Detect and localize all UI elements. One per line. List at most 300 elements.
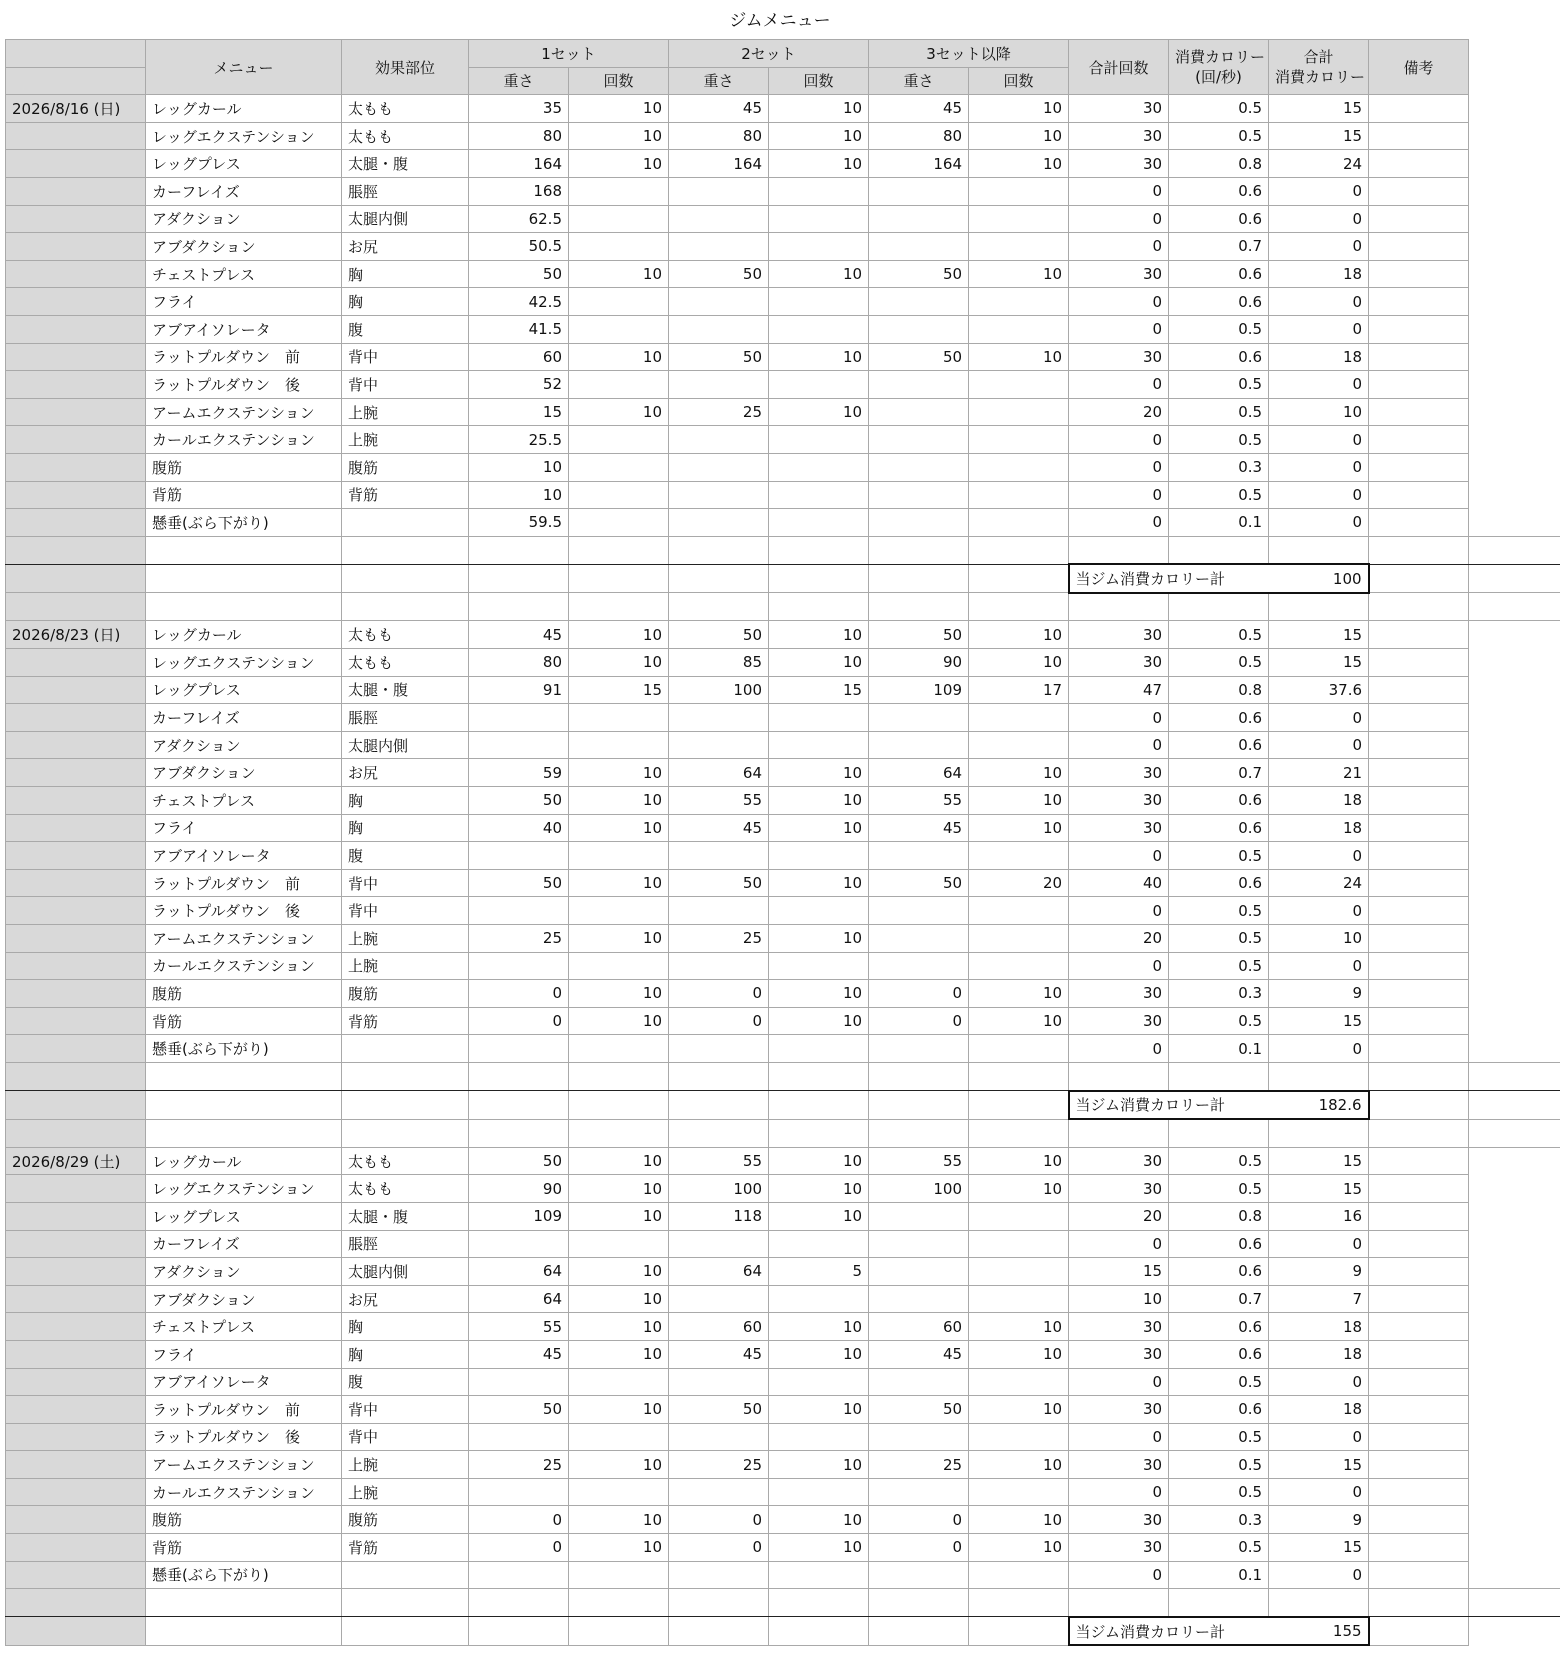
set2-reps-cell[interactable]: 15 [769, 676, 869, 704]
set2-weight-cell[interactable] [669, 288, 769, 316]
empty-cell[interactable] [569, 1091, 669, 1120]
set1-reps-cell[interactable]: 10 [569, 1007, 669, 1035]
set2-reps-cell[interactable] [769, 1230, 869, 1258]
part-cell[interactable]: 太もも [342, 1147, 469, 1175]
menu-cell[interactable]: アームエクステンション [146, 925, 342, 953]
set2-weight-cell[interactable] [669, 1035, 769, 1063]
set2-reps-cell[interactable]: 10 [769, 1175, 869, 1203]
notes-cell[interactable] [1369, 481, 1469, 509]
set3-weight-cell[interactable]: 0 [869, 1506, 969, 1534]
empty-cell[interactable] [769, 1617, 869, 1646]
set1-weight-cell[interactable]: 45 [469, 1340, 569, 1368]
total-calorie-cell[interactable]: 15 [1269, 95, 1369, 123]
calorie-rate-cell[interactable]: 0.5 [1169, 842, 1269, 870]
set2-weight-cell[interactable]: 118 [669, 1202, 769, 1230]
menu-cell[interactable]: カーフレイズ [146, 177, 342, 205]
set1-reps-cell[interactable]: 10 [569, 1534, 669, 1562]
part-cell[interactable]: 腹筋 [342, 1506, 469, 1534]
set2-weight-cell[interactable] [669, 177, 769, 205]
set3-weight-cell[interactable]: 50 [869, 343, 969, 371]
part-cell[interactable]: 上腕 [342, 1451, 469, 1479]
part-cell[interactable]: お尻 [342, 1285, 469, 1313]
menu-cell[interactable]: 懸垂(ぶら下がり) [146, 1035, 342, 1063]
notes-cell[interactable] [1369, 1506, 1469, 1534]
menu-cell[interactable]: フライ [146, 814, 342, 842]
set3-reps-cell[interactable] [969, 205, 1069, 233]
part-cell[interactable]: 背筋 [342, 481, 469, 509]
menu-cell[interactable]: 背筋 [146, 481, 342, 509]
set3-weight-cell[interactable] [869, 1561, 969, 1589]
calorie-rate-cell[interactable]: 0.6 [1169, 1396, 1269, 1424]
set3-weight-cell[interactable] [869, 205, 969, 233]
set1-weight-cell[interactable] [469, 1230, 569, 1258]
set3-weight-cell[interactable]: 50 [869, 869, 969, 897]
set3-weight-cell[interactable] [869, 952, 969, 980]
set1-weight-cell[interactable]: 50.5 [469, 233, 569, 261]
total-calorie-cell[interactable]: 18 [1269, 787, 1369, 815]
menu-cell[interactable]: カーフレイズ [146, 1230, 342, 1258]
menu-cell[interactable]: ラットプルダウン 後 [146, 371, 342, 399]
calorie-rate-cell[interactable]: 0.5 [1169, 398, 1269, 426]
session-total-value[interactable]: 155 [1269, 1617, 1369, 1646]
total-calorie-cell[interactable]: 15 [1269, 1007, 1369, 1035]
set1-weight-cell[interactable]: 164 [469, 150, 569, 178]
set3-weight-cell[interactable] [869, 288, 969, 316]
menu-cell[interactable]: カールエクステンション [146, 426, 342, 454]
calorie-rate-cell[interactable]: 0.1 [1169, 1035, 1269, 1063]
empty-cell[interactable] [342, 536, 469, 564]
part-cell[interactable]: 胸 [342, 260, 469, 288]
calorie-rate-cell[interactable]: 0.8 [1169, 1202, 1269, 1230]
set3-weight-cell[interactable] [869, 731, 969, 759]
notes-cell[interactable] [1369, 1478, 1469, 1506]
calorie-rate-cell[interactable]: 0.5 [1169, 649, 1269, 677]
set2-weight-cell[interactable] [669, 704, 769, 732]
set2-weight-cell[interactable] [669, 205, 769, 233]
set1-weight-cell[interactable]: 50 [469, 869, 569, 897]
calorie-rate-cell[interactable]: 0.7 [1169, 759, 1269, 787]
set2-reps-cell[interactable]: 10 [769, 1007, 869, 1035]
empty-cell[interactable] [146, 1617, 342, 1646]
set1-weight-cell[interactable] [469, 842, 569, 870]
empty-cell[interactable] [969, 593, 1069, 621]
set3-weight-cell[interactable]: 80 [869, 122, 969, 150]
empty-cell[interactable] [569, 1062, 669, 1090]
part-cell[interactable]: 太腿・腹 [342, 676, 469, 704]
set2-reps-cell[interactable] [769, 897, 869, 925]
empty-cell[interactable] [146, 564, 342, 593]
set1-weight-cell[interactable]: 0 [469, 980, 569, 1008]
total-calorie-cell[interactable]: 10 [1269, 925, 1369, 953]
set2-weight-cell[interactable]: 100 [669, 676, 769, 704]
total-reps-cell[interactable]: 0 [1069, 315, 1169, 343]
set3-weight-cell[interactable] [869, 897, 969, 925]
set3-weight-cell[interactable] [869, 1035, 969, 1063]
menu-cell[interactable]: レッグカール [146, 621, 342, 649]
notes-cell[interactable] [1369, 1313, 1469, 1341]
set2-weight-cell[interactable]: 0 [669, 1506, 769, 1534]
set1-weight-cell[interactable]: 50 [469, 787, 569, 815]
total-calorie-cell[interactable]: 0 [1269, 952, 1369, 980]
part-cell[interactable]: 上腕 [342, 952, 469, 980]
set2-weight-cell[interactable] [669, 842, 769, 870]
set1-weight-cell[interactable]: 15 [469, 398, 569, 426]
set1-weight-cell[interactable]: 50 [469, 1396, 569, 1424]
set1-weight-cell[interactable] [469, 952, 569, 980]
menu-cell[interactable]: レッグエクステンション [146, 122, 342, 150]
set1-reps-cell[interactable]: 10 [569, 1451, 669, 1479]
total-reps-cell[interactable]: 0 [1069, 704, 1169, 732]
set2-reps-cell[interactable] [769, 177, 869, 205]
set1-reps-cell[interactable] [569, 1035, 669, 1063]
calorie-rate-cell[interactable]: 0.5 [1169, 1007, 1269, 1035]
set1-reps-cell[interactable] [569, 481, 669, 509]
empty-cell[interactable] [469, 536, 569, 564]
set3-weight-cell[interactable] [869, 1285, 969, 1313]
notes-cell[interactable] [1369, 1175, 1469, 1203]
set1-weight-cell[interactable] [469, 1423, 569, 1451]
part-cell[interactable]: 背中 [342, 371, 469, 399]
empty-cell[interactable] [869, 1589, 969, 1617]
calorie-rate-cell[interactable]: 0.1 [1169, 509, 1269, 537]
set3-reps-cell[interactable] [969, 509, 1069, 537]
set3-weight-cell[interactable]: 45 [869, 1340, 969, 1368]
empty-cell[interactable] [1469, 593, 1560, 621]
set1-weight-cell[interactable]: 91 [469, 676, 569, 704]
notes-cell[interactable] [1369, 1561, 1469, 1589]
set2-reps-cell[interactable] [769, 731, 869, 759]
total-calorie-cell[interactable]: 16 [1269, 1202, 1369, 1230]
set2-reps-cell[interactable]: 10 [769, 150, 869, 178]
set1-weight-cell[interactable]: 62.5 [469, 205, 569, 233]
set3-reps-cell[interactable]: 10 [969, 1175, 1069, 1203]
menu-cell[interactable]: フライ [146, 1340, 342, 1368]
part-cell[interactable]: 太腿内側 [342, 731, 469, 759]
set1-weight-cell[interactable] [469, 1478, 569, 1506]
notes-cell[interactable] [1369, 453, 1469, 481]
set3-reps-cell[interactable] [969, 288, 1069, 316]
empty-cell[interactable] [342, 1062, 469, 1090]
set3-weight-cell[interactable] [869, 842, 969, 870]
total-calorie-cell[interactable]: 18 [1269, 1396, 1369, 1424]
total-reps-cell[interactable]: 0 [1069, 842, 1169, 870]
empty-cell[interactable] [1469, 536, 1560, 564]
total-calorie-cell[interactable]: 9 [1269, 1258, 1369, 1286]
total-calorie-cell[interactable]: 0 [1269, 233, 1369, 261]
set2-reps-cell[interactable]: 10 [769, 787, 869, 815]
part-cell[interactable]: 背筋 [342, 1534, 469, 1562]
set2-reps-cell[interactable] [769, 1035, 869, 1063]
part-cell[interactable] [342, 1035, 469, 1063]
set1-weight-cell[interactable]: 59.5 [469, 509, 569, 537]
empty-cell[interactable] [1469, 1589, 1560, 1617]
total-reps-cell[interactable]: 0 [1069, 1423, 1169, 1451]
set2-weight-cell[interactable]: 60 [669, 1313, 769, 1341]
calorie-rate-cell[interactable]: 0.5 [1169, 1478, 1269, 1506]
menu-cell[interactable]: アダクション [146, 731, 342, 759]
empty-cell[interactable] [569, 1617, 669, 1646]
total-reps-cell[interactable]: 30 [1069, 343, 1169, 371]
set1-weight-cell[interactable]: 0 [469, 1007, 569, 1035]
empty-cell[interactable] [469, 593, 569, 621]
empty-cell[interactable] [1269, 1062, 1369, 1090]
calorie-rate-cell[interactable]: 0.6 [1169, 704, 1269, 732]
set2-reps-cell[interactable]: 10 [769, 649, 869, 677]
set3-reps-cell[interactable]: 10 [969, 343, 1069, 371]
total-reps-cell[interactable]: 0 [1069, 481, 1169, 509]
menu-cell[interactable]: 腹筋 [146, 1506, 342, 1534]
set1-reps-cell[interactable] [569, 704, 669, 732]
empty-cell[interactable] [1269, 593, 1369, 621]
empty-cell[interactable] [1169, 1119, 1269, 1147]
set3-weight-cell[interactable] [869, 315, 969, 343]
set3-weight-cell[interactable] [869, 1202, 969, 1230]
set1-reps-cell[interactable] [569, 205, 669, 233]
menu-cell[interactable]: アームエクステンション [146, 398, 342, 426]
empty-cell[interactable] [1169, 536, 1269, 564]
set1-weight-cell[interactable]: 52 [469, 371, 569, 399]
empty-cell[interactable] [1469, 1062, 1560, 1090]
set3-weight-cell[interactable] [869, 1368, 969, 1396]
set3-weight-cell[interactable] [869, 426, 969, 454]
menu-cell[interactable]: レッグエクステンション [146, 1175, 342, 1203]
total-calorie-cell[interactable]: 10 [1269, 398, 1369, 426]
set2-weight-cell[interactable]: 45 [669, 95, 769, 123]
total-calorie-cell[interactable]: 0 [1269, 288, 1369, 316]
notes-cell[interactable] [1369, 1534, 1469, 1562]
empty-cell[interactable] [869, 1062, 969, 1090]
part-cell[interactable]: 上腕 [342, 426, 469, 454]
set3-weight-cell[interactable]: 164 [869, 150, 969, 178]
notes-cell[interactable] [1369, 122, 1469, 150]
calorie-rate-cell[interactable]: 0.5 [1169, 621, 1269, 649]
set2-weight-cell[interactable]: 50 [669, 260, 769, 288]
set1-reps-cell[interactable]: 10 [569, 759, 669, 787]
part-cell[interactable]: 太腿内側 [342, 1258, 469, 1286]
total-calorie-cell[interactable]: 24 [1269, 869, 1369, 897]
set1-reps-cell[interactable]: 10 [569, 869, 669, 897]
set1-weight-cell[interactable]: 80 [469, 122, 569, 150]
set1-weight-cell[interactable]: 55 [469, 1313, 569, 1341]
empty-cell[interactable] [342, 564, 469, 593]
notes-cell[interactable] [1369, 814, 1469, 842]
set2-reps-cell[interactable] [769, 453, 869, 481]
total-reps-cell[interactable]: 0 [1069, 952, 1169, 980]
set2-weight-cell[interactable]: 50 [669, 869, 769, 897]
empty-cell[interactable] [469, 1062, 569, 1090]
set3-reps-cell[interactable]: 10 [969, 1007, 1069, 1035]
set3-reps-cell[interactable]: 20 [969, 869, 1069, 897]
total-calorie-cell[interactable]: 9 [1269, 980, 1369, 1008]
set1-reps-cell[interactable] [569, 371, 669, 399]
notes-cell[interactable] [1369, 787, 1469, 815]
empty-cell[interactable] [1469, 1119, 1560, 1147]
total-reps-cell[interactable]: 40 [1069, 869, 1169, 897]
set3-weight-cell[interactable] [869, 1230, 969, 1258]
empty-cell[interactable] [146, 593, 342, 621]
total-calorie-cell[interactable]: 18 [1269, 260, 1369, 288]
set3-reps-cell[interactable]: 10 [969, 1147, 1069, 1175]
menu-cell[interactable]: カールエクステンション [146, 1478, 342, 1506]
total-calorie-cell[interactable]: 0 [1269, 177, 1369, 205]
set2-weight-cell[interactable] [669, 481, 769, 509]
notes-cell[interactable] [1369, 842, 1469, 870]
set3-weight-cell[interactable]: 55 [869, 1147, 969, 1175]
set1-weight-cell[interactable]: 35 [469, 95, 569, 123]
set1-reps-cell[interactable]: 10 [569, 1258, 669, 1286]
set3-weight-cell[interactable]: 109 [869, 676, 969, 704]
set3-weight-cell[interactable]: 45 [869, 95, 969, 123]
set1-reps-cell[interactable]: 10 [569, 1506, 669, 1534]
calorie-rate-cell[interactable]: 0.5 [1169, 1534, 1269, 1562]
calorie-rate-cell[interactable]: 0.3 [1169, 980, 1269, 1008]
notes-cell[interactable] [1369, 150, 1469, 178]
menu-cell[interactable]: カーフレイズ [146, 704, 342, 732]
set3-reps-cell[interactable] [969, 1035, 1069, 1063]
set1-reps-cell[interactable]: 10 [569, 980, 669, 1008]
set1-weight-cell[interactable]: 50 [469, 260, 569, 288]
notes-cell[interactable] [1369, 621, 1469, 649]
total-calorie-cell[interactable]: 0 [1269, 426, 1369, 454]
notes-cell[interactable] [1369, 1091, 1469, 1120]
total-calorie-cell[interactable]: 15 [1269, 122, 1369, 150]
menu-cell[interactable]: ラットプルダウン 後 [146, 897, 342, 925]
part-cell[interactable]: 背中 [342, 897, 469, 925]
set1-weight-cell[interactable]: 10 [469, 453, 569, 481]
total-reps-cell[interactable]: 30 [1069, 95, 1169, 123]
notes-cell[interactable] [1369, 759, 1469, 787]
total-reps-cell[interactable]: 0 [1069, 731, 1169, 759]
set2-reps-cell[interactable] [769, 1478, 869, 1506]
part-cell[interactable]: 上腕 [342, 1478, 469, 1506]
part-cell[interactable]: 腹 [342, 315, 469, 343]
set2-weight-cell[interactable] [669, 897, 769, 925]
calorie-rate-cell[interactable]: 0.6 [1169, 1230, 1269, 1258]
session-date[interactable]: 2026/8/23 (日) [6, 621, 146, 649]
total-reps-cell[interactable]: 0 [1069, 177, 1169, 205]
empty-cell[interactable] [969, 1617, 1069, 1646]
empty-cell[interactable] [969, 1119, 1069, 1147]
total-reps-cell[interactable]: 0 [1069, 205, 1169, 233]
empty-cell[interactable] [769, 1062, 869, 1090]
menu-cell[interactable]: ラットプルダウン 前 [146, 1396, 342, 1424]
empty-cell[interactable] [869, 564, 969, 593]
empty-cell[interactable] [769, 564, 869, 593]
set2-reps-cell[interactable]: 10 [769, 621, 869, 649]
total-calorie-cell[interactable]: 0 [1269, 509, 1369, 537]
menu-cell[interactable]: 腹筋 [146, 980, 342, 1008]
set1-reps-cell[interactable] [569, 842, 669, 870]
set1-reps-cell[interactable]: 10 [569, 1396, 669, 1424]
total-reps-cell[interactable]: 0 [1069, 1561, 1169, 1589]
total-calorie-cell[interactable]: 15 [1269, 1451, 1369, 1479]
set3-weight-cell[interactable] [869, 177, 969, 205]
notes-cell[interactable] [1369, 371, 1469, 399]
empty-cell[interactable] [1169, 1589, 1269, 1617]
set1-reps-cell[interactable]: 15 [569, 676, 669, 704]
total-reps-cell[interactable]: 20 [1069, 1202, 1169, 1230]
set2-weight-cell[interactable] [669, 233, 769, 261]
set1-weight-cell[interactable]: 0 [469, 1534, 569, 1562]
part-cell[interactable]: 太腿・腹 [342, 1202, 469, 1230]
set1-reps-cell[interactable] [569, 1368, 669, 1396]
part-cell[interactable]: お尻 [342, 233, 469, 261]
calorie-rate-cell[interactable]: 0.6 [1169, 343, 1269, 371]
set1-reps-cell[interactable] [569, 952, 669, 980]
total-calorie-cell[interactable]: 0 [1269, 315, 1369, 343]
empty-cell[interactable] [1369, 593, 1469, 621]
part-cell[interactable]: 胸 [342, 1340, 469, 1368]
set1-reps-cell[interactable] [569, 233, 669, 261]
set3-weight-cell[interactable] [869, 704, 969, 732]
notes-cell[interactable] [1369, 1617, 1469, 1646]
empty-cell[interactable] [1069, 1119, 1169, 1147]
total-reps-cell[interactable]: 30 [1069, 122, 1169, 150]
set2-reps-cell[interactable] [769, 1423, 869, 1451]
notes-cell[interactable] [1369, 509, 1469, 537]
total-calorie-cell[interactable]: 18 [1269, 1340, 1369, 1368]
total-reps-cell[interactable]: 0 [1069, 1035, 1169, 1063]
calorie-rate-cell[interactable]: 0.5 [1169, 315, 1269, 343]
set2-weight-cell[interactable] [669, 1478, 769, 1506]
empty-cell[interactable] [569, 593, 669, 621]
total-calorie-cell[interactable]: 0 [1269, 842, 1369, 870]
set2-weight-cell[interactable]: 50 [669, 1396, 769, 1424]
set2-reps-cell[interactable]: 10 [769, 1451, 869, 1479]
set1-reps-cell[interactable] [569, 315, 669, 343]
empty-cell[interactable] [969, 564, 1069, 593]
notes-cell[interactable] [1369, 233, 1469, 261]
set2-reps-cell[interactable]: 10 [769, 260, 869, 288]
set2-weight-cell[interactable]: 64 [669, 1258, 769, 1286]
menu-cell[interactable]: アブダクション [146, 1285, 342, 1313]
set3-reps-cell[interactable]: 10 [969, 621, 1069, 649]
menu-cell[interactable]: ラットプルダウン 前 [146, 869, 342, 897]
calorie-rate-cell[interactable]: 0.5 [1169, 426, 1269, 454]
set3-weight-cell[interactable] [869, 509, 969, 537]
empty-cell[interactable] [669, 1091, 769, 1120]
set2-weight-cell[interactable] [669, 509, 769, 537]
set2-weight-cell[interactable] [669, 1368, 769, 1396]
set2-reps-cell[interactable]: 10 [769, 1534, 869, 1562]
menu-cell[interactable]: アダクション [146, 1258, 342, 1286]
empty-cell[interactable] [146, 536, 342, 564]
total-calorie-cell[interactable]: 0 [1269, 1368, 1369, 1396]
set2-reps-cell[interactable] [769, 952, 869, 980]
notes-cell[interactable] [1369, 177, 1469, 205]
empty-cell[interactable] [1369, 536, 1469, 564]
set1-reps-cell[interactable]: 10 [569, 150, 669, 178]
menu-cell[interactable]: アブダクション [146, 233, 342, 261]
set1-reps-cell[interactable]: 10 [569, 1285, 669, 1313]
set3-reps-cell[interactable]: 10 [969, 150, 1069, 178]
set1-reps-cell[interactable] [569, 1561, 669, 1589]
total-reps-cell[interactable]: 30 [1069, 1175, 1169, 1203]
set3-reps-cell[interactable] [969, 1285, 1069, 1313]
part-cell[interactable]: 胸 [342, 288, 469, 316]
notes-cell[interactable] [1369, 343, 1469, 371]
calorie-rate-cell[interactable]: 0.6 [1169, 1258, 1269, 1286]
notes-cell[interactable] [1369, 1285, 1469, 1313]
empty-cell[interactable] [669, 1589, 769, 1617]
set1-reps-cell[interactable]: 10 [569, 787, 669, 815]
set1-weight-cell[interactable] [469, 704, 569, 732]
set2-weight-cell[interactable]: 45 [669, 814, 769, 842]
calorie-rate-cell[interactable]: 0.5 [1169, 481, 1269, 509]
set3-reps-cell[interactable] [969, 842, 1069, 870]
notes-cell[interactable] [1369, 1147, 1469, 1175]
empty-cell[interactable] [569, 564, 669, 593]
